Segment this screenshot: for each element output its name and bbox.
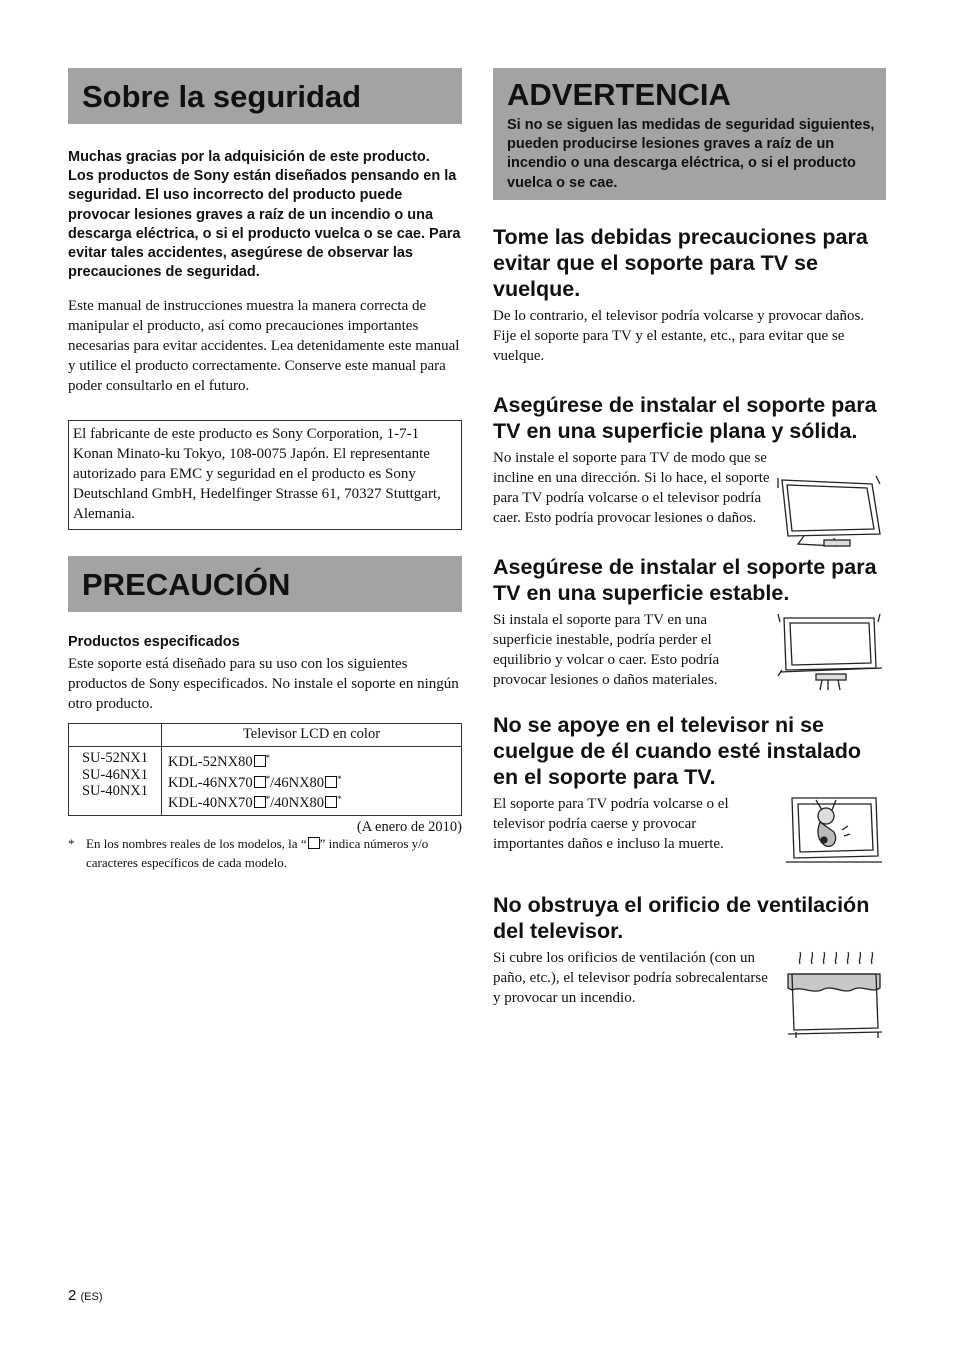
section-body: De lo contrario, el televisor podría volcarse y provocar daños. Fije el soporte para TV y el estante, etc., para evitar que se vuelque.	[493, 308, 865, 364]
tv-model: /40NX80	[270, 795, 325, 812]
placeholder-square-icon	[254, 755, 266, 767]
unstable-tv-illustration	[776, 610, 886, 692]
warning-header-box	[493, 68, 886, 200]
placeholder-square-icon	[254, 796, 266, 808]
thanks-text: Muchas gracias por la adquisición de este producto.	[68, 149, 430, 165]
section-title: Asegúrese de instalar el soporte para TV en una superficie plana y sólida.	[493, 393, 877, 443]
table-header-lcd: Televisor LCD en color	[162, 724, 462, 747]
placeholder-square-icon	[325, 796, 337, 808]
page-number	[68, 1287, 103, 1304]
manufacturer-box	[68, 420, 462, 530]
placeholder-square-icon	[254, 776, 266, 788]
section-body: Si instala el soporte para TV en una superficie inestable, podría perder el equilibrio y volcar o caer. Esto podría provocar lesiones o daños materiales.	[493, 612, 720, 688]
section-tip-over	[493, 224, 886, 366]
tv-model: KDL-52NX80	[168, 754, 253, 771]
table-header-row	[69, 724, 462, 747]
page-language: (ES)	[80, 1291, 103, 1303]
table-empty-cell	[69, 724, 162, 747]
tv-model: KDL-40NX70	[168, 795, 253, 812]
as-of-date: (A enero de 2010)	[356, 818, 462, 835]
stand-model: SU-46NX1	[81, 766, 149, 783]
asterisk-mark: *	[265, 794, 271, 805]
table-row	[69, 747, 462, 816]
tv-model-line	[168, 791, 461, 812]
tv-model-line	[168, 750, 461, 771]
left-column	[68, 68, 462, 872]
section-flat-surface	[493, 392, 886, 528]
right-column	[493, 68, 886, 1008]
warning-text: Si no se siguen las medidas de seguridad siguientes, pueden producirse lesiones graves a raíz de un incendio o una descarga eléctrica, o si el producto vuelca o se cae.	[507, 117, 875, 191]
models-table	[68, 723, 462, 816]
asterisk-mark: *	[337, 794, 342, 805]
tv-model-line	[168, 771, 461, 792]
products-paragraph: Este soporte está diseñado para su uso con los siguientes productos de Sony especificados. No instale el soporte en ningún otro producto.	[68, 656, 459, 713]
footnote-star: *	[68, 835, 75, 851]
covered-vents-tv-illustration	[782, 948, 886, 1040]
footnote-text-pre: En los nombres reales de los modelos, la “	[86, 835, 307, 851]
safety-intro	[68, 148, 462, 282]
section-ventilation	[493, 892, 886, 1008]
section-title: No obstruya el orificio de ventilación del televisor.	[493, 893, 870, 943]
manual-paragraph: Este manual de instrucciones muestra la manera correcta de manipular el producto, así como precauciones importantes necesarias para evitar accidentes. Lea detenidamente este manual y utilice el producto correctamente. Conserve este manual para poder consultarlo en el futuro.	[68, 298, 460, 395]
manufacturer-text: El fabricante de este producto es Sony Corporation, 1-7-1 Konan Minato-ku Tokyo, 108-0075 Japón. El representante autorizado para EMC y seguridad en el producto es Sony Deutschland GmbH, Hedelfinger Strasse 61, 70327 Stuttgart, Alemania.	[73, 426, 441, 523]
section-title: Asegúrese de instalar el soporte para TV en una superficie estable.	[493, 555, 877, 605]
asterisk-mark: *	[337, 773, 342, 784]
safety-title: Sobre la seguridad	[82, 79, 362, 114]
stand-model: SU-52NX1	[81, 750, 149, 767]
section-stable-surface	[493, 554, 886, 690]
tv-model: KDL-46NX70	[168, 774, 253, 791]
placeholder-square-icon	[325, 776, 337, 788]
sony-safety-text: Los productos de Sony están diseñados pensando en la seguridad. El uso incorrecto del producto puede provocar lesiones graves a raíz de un incendio o una descarga eléctrica, o si el producto vuelca o se cae. Para evitar tales accidentes, asegúrese de observar las precauciones de seguridad.	[68, 168, 461, 281]
placeholder-square-icon	[308, 837, 320, 849]
precaution-title: PRECAUCIÓN	[82, 567, 291, 603]
warning-title: ADVERTENCIA	[507, 77, 731, 112]
tv-models-cell	[162, 747, 462, 816]
precaution-header-box	[68, 556, 462, 612]
footnote-text-post: ” indica números y/o caracteres específicos de cada modelo.	[86, 835, 429, 870]
section-title: No se apoye en el televisor ni se cuelgue de él cuando esté instalado en el soporte para TV.	[493, 713, 861, 789]
section-body: El soporte para TV podría volcarse o el televisor podría caerse y provocar importantes daños e incluso la muerte.	[493, 796, 729, 852]
tv-model: /46NX80	[270, 774, 325, 791]
products-subtitle: Productos especificados	[68, 634, 240, 651]
asterisk-mark: *	[265, 773, 271, 784]
footnote	[68, 834, 462, 872]
stand-model: SU-40NX1	[81, 783, 149, 800]
section-body: No instale el soporte para TV de modo que se incline en una dirección. Si lo hace, el soporte para TV podría volcarse o el televisor podría caer. Esto podría provocar lesiones o daños.	[493, 450, 770, 526]
section-title: Tome las debidas precauciones para evitar que el soporte para TV se vuelque.	[493, 225, 868, 301]
section-body: Si cubre los orificios de ventilación (con un paño, etc.), el televisor podría sobrecalentarse y provocar un incendio.	[493, 950, 768, 1006]
stand-models-cell	[69, 747, 162, 816]
asterisk-mark: *	[265, 753, 271, 764]
safety-header-box	[68, 68, 462, 124]
child-hanging-tv-illustration	[782, 792, 886, 876]
tilted-tv-illustration	[776, 474, 886, 550]
page-number-value: 2	[68, 1287, 77, 1304]
section-no-leaning	[493, 712, 886, 854]
